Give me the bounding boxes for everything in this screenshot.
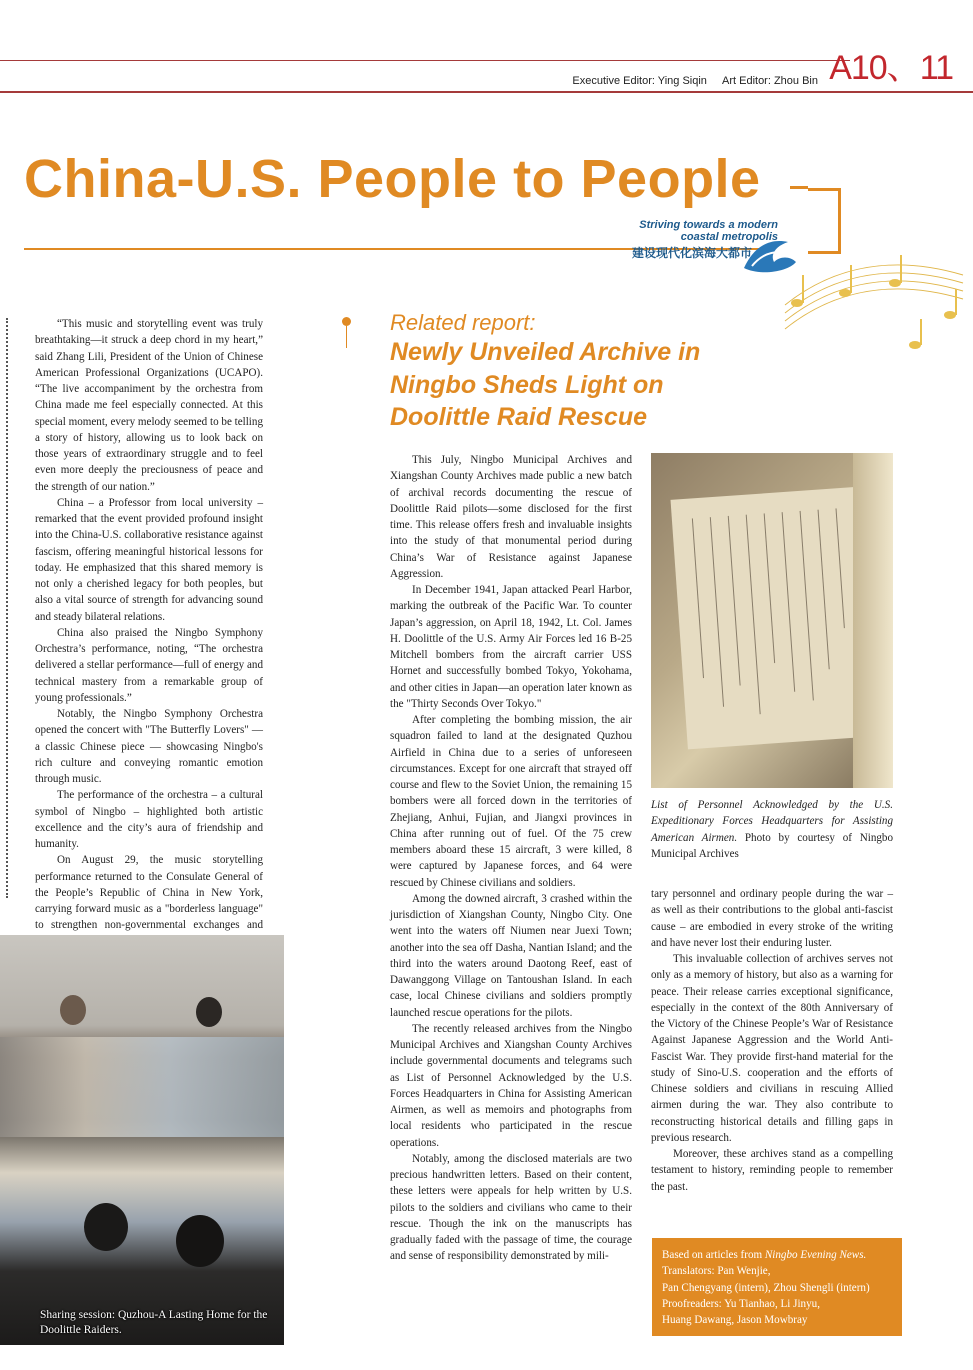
page-title: China-U.S. People to People [24, 149, 761, 209]
left-paragraph: Notably, the Ningbo Symphony Orchestra opened the concert with "The Butterfly Lovers" — a classic Chinese piece — showcasing Ningbo's rich culture and conveying romantic emotion through music. [35, 708, 263, 785]
caption-italic: List of Personnel Acknowledged by the U.S. Expeditionary Forces Headquarters for Assisting American Airmen. [651, 799, 893, 844]
handwriting-line [692, 518, 704, 678]
sharing-session-photo [0, 935, 284, 1345]
slogan-english-line1: Striving towards a modern [639, 219, 778, 231]
related-bullet-line [346, 326, 347, 348]
photo-person [84, 1203, 128, 1251]
bracket-dash [790, 186, 808, 189]
slogan-chinese: 建设现代化滨海大都市 [632, 246, 753, 260]
handwriting-line [746, 515, 761, 715]
related-title: Newly Unveiled Archive in Ningbo Sheds Light on Doolittle Raid Rescue [390, 338, 701, 431]
caption-credit: Photo by courtesy of Ningbo Municipal Archives [651, 831, 894, 860]
related-paragraph: In December 1941, Japan attacked Pearl Harbor, marking the outbreak of the Pacific War. To counter Japan’s aggression, on April 18, 1942, Lt. Col. James H. Doolittle of the U.S. Army Air Forces led 16 B-25 Mitchell bombers from the aircraft carrier USS Hornet and successfully bombed Tokyo, Yokohama, and other cities in Japan—an operation later known as the "Thirty Seconds Over Tokyo." [390, 584, 632, 710]
slogan-english-line2: coastal metropolis [680, 231, 778, 243]
left-paragraph: On August 29, the music storytelling performance returned to the Consulate General of the People’s Republic of China in New York, carrying forward music as a "borderless language" to strengthen non-governmental exchanges and [35, 854, 263, 932]
left-paragraph: “This music and storytelling event was truly breathtaking—it struck a deep chord in my heart,” said Zhang Lili, President of the Union of Chinese American Professional Organizations (UCAPO). “The live accompaniment by the orchestra from China made me feel especially connected. At this special moment, every melody seemed to be telling a story of history, allowing us to look back on those years of extraordinary struggle and to feel even more deeply the preciousness of peace and the strength of our nation.” [35, 318, 263, 493]
related-paragraph: Moreover, these archives stand as a compelling testament to history, reminding people to remember the past. [651, 1148, 893, 1193]
credits-proofreaders: Proofreaders: Yu Tianhao, Li Jinyu, [662, 1297, 820, 1310]
related-paragraph: Notably, among the disclosed materials are two precious handwritten letters. Based on their content, these letters were appeals for help written by U.S. pilots to the soldiers and civilians who came to their rescue. Though the ink on the manuscripts has gradually faded with the passage of time, the courage and sense of responsibility demonstrated by mili- [390, 1152, 632, 1263]
photo-person [60, 995, 86, 1025]
archive-photo-caption [651, 797, 893, 862]
related-paragraph: After completing the bombing mission, the air squadron failed to land at the designated Quzhou Airfield in China due to a series of unforeseen circumstances. Except for one aircraft that strayed off course and flew to the Soviet Union, the remaining 15 bombers were all forced down in the territories of Zhejiang, Anhui, Fujian, and Jiangxi provinces in China after running out of fuel. Of the 75 crew members aboard these 15 aircraft, 3 were killed, 8 were captured by Japanese forces, and 64 were rescued by Chinese civilians and soldiers. [390, 714, 632, 889]
archive-document-photo [651, 453, 893, 788]
page-number: A10、11 [829, 49, 953, 87]
left-photo-caption: Sharing session: Quzhou-A Lasting Home for the Doolittle Raiders. [40, 1309, 268, 1336]
header-bottom-rule [0, 91, 973, 93]
credits-source: Ningbo Evening News. [764, 1249, 867, 1261]
handwriting-line [764, 513, 775, 663]
photo-person [196, 997, 222, 1027]
music-notes-icon [775, 245, 965, 365]
archive-page [671, 487, 878, 750]
related-bullet [342, 317, 351, 326]
left-paragraph: The performance of the orchestra – a cultural symbol of Ningbo – highlighted both artistic excellence and the city’s aura of friendship and humanity. [35, 789, 263, 850]
handwriting-line [710, 517, 724, 707]
map-scroll-graphic [0, 1037, 284, 1137]
photo-person [176, 1215, 224, 1267]
credits-translators: Translators: Pan Wenjie, [662, 1265, 771, 1278]
handwriting-line [782, 512, 796, 692]
left-paragraph: China also praised the Ningbo Symphony Orchestra’s performance, noting, “The orchestra delivered a stellar performance—full of energy and technical mastery from a remarkable group of young professionals.” [35, 626, 263, 704]
related-paragraph: Among the downed aircraft, 3 crashed within the jurisdiction of Xiangshan County, Ningbo City. One went into the waters off Niumen near Juexi Town; another into the sea off Dasha, Nantian Island; and the third into the waters around Daotong Reef, east of Dawanggong Village on Tantoushan Island. In each case, local Chinese civilians and soldiers promptly launched rescue operations for the pilots. [390, 892, 632, 1019]
left-column-dotted-rule [6, 318, 8, 898]
left-article [35, 316, 263, 966]
archive-book-spine [853, 453, 893, 788]
related-label: Related report: [390, 310, 536, 335]
editor-credits [560, 75, 818, 87]
left-paragraph: China – a Professor from local university – remarked that the event provided profound insight into the China-U.S. collaborative resistance against fascism, offering meaningful historical lessons for today. He emphasized that this shared memory is not only a cherished legacy for both peoples, but also a vital source of strength for advancing sound and steady bilateral relations. [35, 496, 263, 623]
related-paragraph: tary personnel and ordinary people during the war – as well as their contributions to the global anti-fascist cause – are embodied in every stroke of the writing and have never lost their enduring luster. [651, 888, 893, 949]
art-editor: Art Editor: Zhou Bin [722, 75, 818, 87]
handwriting-line [800, 511, 814, 701]
credits-based-prefix: Based on articles from [662, 1249, 763, 1261]
credits-source-line [662, 1247, 892, 1263]
executive-editor: Executive Editor: Ying Siqin [572, 75, 707, 87]
handwriting-line [728, 516, 741, 686]
handwriting-line [836, 508, 845, 628]
related-paragraph: The recently released archives from the Ningbo Municipal Archives and Xiangshan County Archives include governmental documents and telegrams such as List of Personnel Acknowledged by the U.S. Forces Headquarters in China for Assisting American Airmen, as well as memoirs and photographs from local residents who participated in the rescue operations. [390, 1022, 632, 1149]
related-article [390, 452, 632, 1265]
related-article-continued [651, 886, 893, 1195]
related-paragraph: This July, Ningbo Municipal Archives and Xiangshan County Archives made public a new batch of archival records documenting the rescue of Doolittle Raid pilots—some disclosed for the first time. This release offers fresh and invaluable insights into the study of that monumental period during China’s War of Resistance against Japanese Aggression. [390, 454, 632, 580]
credits-box [652, 1238, 902, 1336]
header-top-rule [0, 60, 850, 61]
credits-proofreaders-2: Huang Dawang, Jason Mowbray [662, 1314, 808, 1326]
related-paragraph: This invaluable collection of archives serves not only as a memory of history, but also as a warning for peace. Their release carries exceptional significance, especially in the context of the 80th Anniversary of the Victory of the Chinese People’s War of Resistance Against Japanese Aggression and the World Anti-Fascist War. They provide first-hand material for the study of Sino-U.S. cooperation and the efforts of Chinese soldiers and civilians in rescuing Allied airmen during the war. They also contribute to reconstructing historical details and filling gaps in previous research. [651, 953, 893, 1144]
credits-translators-2: Pan Chengyang (intern), Zhou Shengli (intern) [662, 1281, 870, 1294]
handwriting-line [818, 510, 830, 670]
